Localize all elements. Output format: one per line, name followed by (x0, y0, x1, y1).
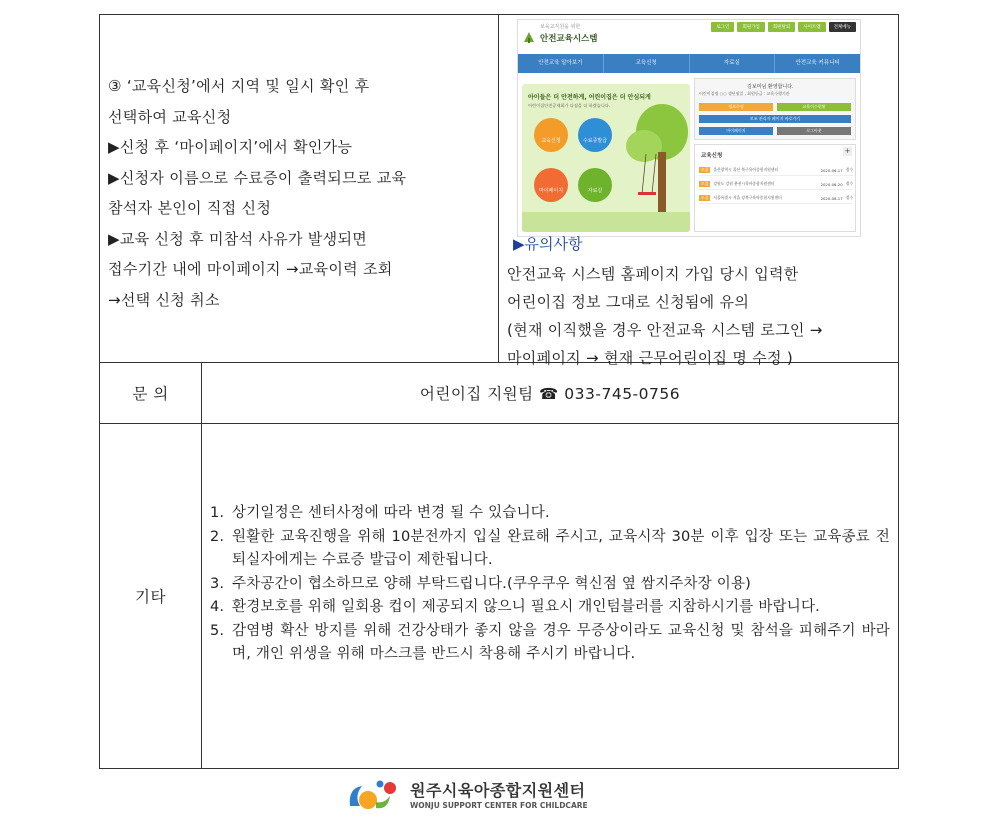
notes-list (210, 502, 890, 667)
site-list-title: 교육신청 (701, 153, 723, 159)
site-certificate-circle: 수료증발급 (578, 118, 612, 152)
note-number: 5. (210, 622, 225, 639)
website-screenshot (517, 19, 861, 237)
footer-logo (346, 772, 606, 818)
site-logout-button: 로그아웃 (777, 127, 851, 135)
note-number: 1. (210, 505, 225, 521)
step-line: ▶신청 후 ‘마이페이지’에서 확인가능 (108, 138, 353, 156)
site-library-circle: 자료실 (578, 168, 612, 202)
notice-line: 마이페이지 → 현재 근무어린이집 명 수정 ) (507, 349, 794, 367)
notice-line: 안전교육 시스템 홈페이지 가입 당시 입력한 (507, 265, 799, 283)
note-item (210, 573, 890, 597)
note-text: 상기일정은 센터사정에 따라 변경 될 수 있습니다. (232, 505, 550, 521)
step-line: ③ ‘교육신청’에서 지역 및 일시 확인 후 (108, 77, 370, 95)
step-line: →선택 신청 취소 (108, 290, 220, 309)
site-row-state: 접수 (845, 181, 853, 186)
plus-icon: + (844, 147, 851, 155)
step-line: 접수기간 내에 마이페이지 →교육이력 조회 (108, 260, 393, 278)
site-login-box (694, 78, 856, 140)
note-text: 환경보호를 위해 일회용 컵이 제공되지 않으니 필요시 개인텀블러를 지참하시기를 바랍니다. (232, 599, 820, 615)
logo-leaf-icon (522, 30, 536, 44)
step-instructions (108, 71, 478, 315)
etc-label: 기타 (100, 424, 202, 769)
site-logo-subtitle: 보육교직원을 위한 (540, 24, 581, 30)
site-row-date: 2020-06-17 (820, 195, 843, 201)
note-item (210, 526, 890, 573)
site-row-tag: 모집 (701, 167, 709, 172)
site-row-date: 2020-06-17 (820, 167, 843, 173)
site-apply-circle: 교육신청 (534, 118, 568, 152)
step-line: ▶교육 신청 후 미참석 사유가 발생되면 (108, 229, 368, 248)
site-mypage-button: 마이페이지 (699, 127, 773, 135)
site-sitemap-button: 사이트맵 (798, 22, 825, 32)
site-login-button: 로그인 (711, 22, 734, 32)
notice-line: 어린이집 정보 그대로 신청됨에 유의 (507, 293, 750, 311)
site-hero-subtitle: 어린이집안전공제회가 다짐을 더 하겠습니다. (528, 103, 611, 108)
site-row-state: 접수 (845, 195, 853, 200)
ground-strip (522, 212, 690, 232)
step-line: ▶신청자 이름으로 수료증이 출력되므로 교육 (108, 168, 407, 187)
site-logo-text: 안전교육시스템 (540, 34, 598, 44)
site-nav-item: 안전교육 커뮤니티 (795, 60, 840, 66)
note-text: 주차공간이 협소하므로 양해 부탁드립니다.(쿠우쿠우 혁신점 옆 쌈지주차장 이용) (232, 575, 752, 592)
site-menu-button: 전체메뉴 (829, 22, 856, 32)
note-number: 3. (210, 575, 225, 592)
site-row-tag: 모집 (701, 181, 709, 186)
site-list-row (699, 165, 853, 176)
site-login-name: 김보미님 환영합니다. (747, 84, 794, 90)
site-top-buttons (711, 22, 856, 32)
notice-line: (현재 이직했을 경우 안전교육 시스템 로그인 → (507, 321, 823, 339)
inquiry-label: 문 의 (100, 363, 202, 424)
site-admin-button: 보조 관리자 페이지 바로가기 (699, 115, 851, 123)
screenshot-cell (499, 15, 899, 367)
step-cell (100, 15, 499, 363)
site-leave-button: 회원탈퇴 (768, 22, 795, 32)
inquiry-contact: 어린이집 지원팀 ☎ 033-745-0756 (202, 363, 899, 424)
tree-illustration-icon (622, 102, 688, 230)
etc-cell (202, 424, 899, 769)
site-hero (522, 84, 690, 232)
site-list-row (699, 193, 853, 204)
note-text: 감염병 확산 방지를 위해 건강상태가 좋지 않을 경우 무증상이라도 교육신청 및 참석을 피해주기 바라며, 개인 위생을 위해 마스크를 반드시 착용해 주시기 바랍니다. (232, 622, 890, 662)
site-row-title: 강원도 강원 춘천시육아종합지원센터 (713, 181, 775, 186)
site-login-info: 어린이집명 ○○ 생년월일 , 회원등급 : 교육수행기관 (699, 91, 790, 96)
site-nav-item: 교육신청 (604, 54, 690, 73)
note-item (210, 502, 890, 526)
note-number: 4. (210, 599, 225, 615)
site-row-state: 접수 (845, 167, 853, 172)
site-nav-item: 안전교육 알아보기 (518, 54, 604, 73)
site-row-title: 서울특별시 서울 강북구육아종합지원센터 (713, 195, 782, 200)
center-logo-icon (346, 776, 406, 816)
site-join-button: 회원가입 (737, 22, 764, 32)
site-nav-item: 자료실 (690, 54, 776, 73)
center-english-name: WONJU SUPPORT CENTER FOR CHILDCARE (410, 801, 588, 810)
site-mypage-circle: 마이페이지 (534, 168, 568, 202)
site-hero-title: 아이들은 더 안전하게, 어린이집은 더 안심되게 (528, 94, 651, 101)
site-apply-list (694, 144, 856, 232)
site-row-date: 2020-06-20 (820, 181, 843, 187)
site-edit-button: 정보수정 (699, 103, 773, 111)
center-name: 원주시육아종합지원센터 (410, 781, 586, 800)
site-row-tag: 모집 (701, 195, 709, 200)
site-list-row (699, 179, 853, 190)
note-item (210, 596, 890, 620)
note-number: 2. (210, 528, 225, 545)
site-header (518, 20, 860, 54)
step-line: 참석자 본인이 직접 신청 (108, 199, 272, 217)
note-text: 원활한 교육진행을 위해 10분전까지 입실 완료해 주시고, 교육시작 30분 이후 입장 또는 교육종료 전 퇴실자에게는 수료증 발급이 제한됩니다. (232, 528, 890, 568)
notice-body (507, 260, 897, 372)
notice-heading: ▶유의사항 (513, 235, 583, 253)
site-row-title: 울산광역시 울산 북구육아종합지원센터 (713, 167, 779, 172)
step-line: 선택하여 교육신청 (108, 107, 232, 126)
note-item (210, 620, 890, 667)
site-status-button: 교육이수현황 (777, 103, 851, 111)
site-side-panel (694, 78, 856, 232)
site-nav (518, 54, 860, 73)
info-table (99, 14, 899, 769)
